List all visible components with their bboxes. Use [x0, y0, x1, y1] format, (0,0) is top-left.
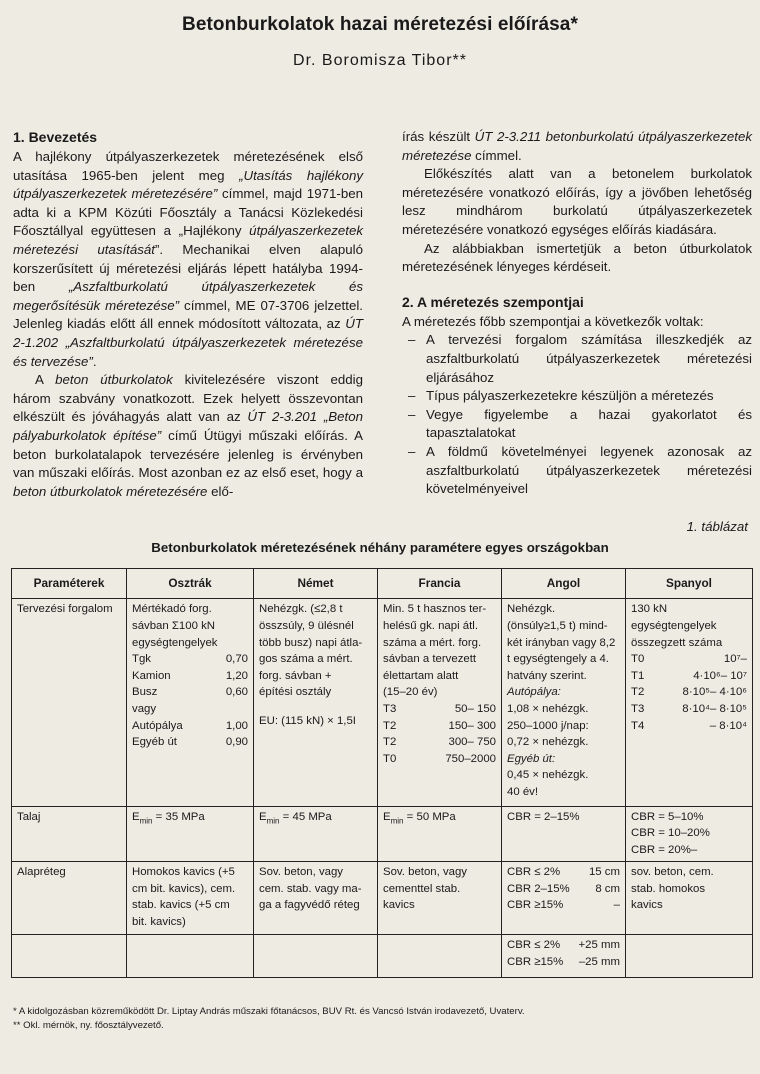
table-row [12, 599, 753, 806]
cell-angol: CBR ≤ 2% 15 cm CBR 2–15% 8 cm CBR ≥15% – [502, 862, 626, 935]
right-column [402, 128, 752, 499]
table-number: 1. táblázat [686, 519, 748, 534]
section2-intro: A méretezés főbb szempontjai a következők voltak: [402, 313, 704, 329]
row-label: Tervezési forgalom [12, 599, 127, 806]
intro-paragraph-2: A beton útburkolatok kivitelezésére viszont eddig három szabvány vonatkozott. Ezek helyett összevontan elkészült és jóváhagyás alatt van az ÚT 2-3.201 „Beton pályaburkolatok építése” című Útügyi műszaki előírás. A beton burkolatalapok tervezésére jelenleg is érvényben van műszaki előírás. Most azonban ez az első eset, hogy a beton útburkolatok méretezésére elő- [13, 372, 364, 499]
article-title: Betonburkolatok hazai méretezési előírása* [182, 14, 578, 35]
footnote-1: * A kidolgozásban közreműködött Dr. Liptay András műszaki főtanácsos, BUV Rt. és Vancsó István irodavezető, Uvaterv. [13, 1006, 525, 1017]
left-column [13, 128, 363, 501]
table-header: Francia [378, 569, 502, 599]
cell-nemet: $E_{min} = 45$ MPa [254, 806, 378, 862]
intro-paragraph-3: írás készült ÚT 2-3.211 betonburkolatú útpályaszerkezetek méretezése címmel. [402, 129, 752, 163]
table-header: Spanyol [626, 569, 753, 599]
cell-osztrak: Homokos kavics (+5 cm bit. kavics), cem. stab. kavics (+5 cm bit. kavics) [127, 862, 254, 935]
intro-paragraph-1: A hajlékony útpályaszerkezetek méretezésének első utasítása 1965-ben jelent meg „Utasítás hajlékony útpályaszerkezetek méretezésére” címmel, majd 1971-ben adta ki a KPM Közúti Főosztály a Tanácsi Közlekedési Főosztállyal együttesen a „Hajlékony útpályaszerkezetek méretezési utasítását”. Mechanikai elven alapuló korszerűsített új méretezési eljárás lépett hatályba 1994-ben „Aszfaltburkolatú útpályaszerkezetek és megerősítésük méretezése” címmel, ME 07-3706 jelzettel. Jelenleg kiadás előtt áll ennek módosított változata, az ÚT 2-1.202 „Aszfaltburkolatú útpályaszerkezetek méretezése és tervezése”. [13, 149, 364, 369]
cell-angol: CBR ≤ 2% +25 mm CBR ≥15% –25 mm [502, 935, 626, 978]
cell-osztrak: Mértékadó forg. sávban Σ100 kN egységtengelyek Tgk 0,70 Kamion 1,20 Busz 0,60 vagy Autópálya 1,00 Egyéb út 0,90 [127, 599, 254, 806]
cell-nemet: Sov. beton, vagy cem. stab. vagy ma- ga a fagyvédő réteg [254, 862, 378, 935]
table-row [12, 806, 753, 862]
table-title: Betonburkolatok méretezésének néhány paramétere egyes országokban [151, 540, 609, 555]
table-header: Angol [502, 569, 626, 599]
table-row [12, 862, 753, 935]
table-row [12, 935, 753, 978]
cell-spanyol: CBR = 5–10% CBR = 10–20% CBR = 20%– [626, 806, 753, 862]
list-item: – Típus pályaszerkezetekre készüljön a méretezés [402, 387, 752, 406]
cell-angol: Nehézgk. (önsúly≥1,5 t) mind- két irányban vagy 8,2 t egységtengely a 4. hatvány szerint. Autópálya: 1,08 × nehézgk. 250–1000 j/nap: 0,72 × nehézgk. Egyéb út: 0,45 × nehézgk. 40 év! [502, 599, 626, 806]
cell-francia: $E_{min} = 50$ MPa [378, 806, 502, 862]
parameters-table [11, 568, 753, 978]
list-item: – A tervezési forgalom számítása illeszkedjék az aszfaltburkolatú útpályaszerkezetek méretezési eljárásához [402, 331, 752, 387]
article-author: Dr. Boromisza Tibor** [293, 52, 467, 69]
table-header: Paraméterek [12, 569, 127, 599]
row-label: Talaj [12, 806, 127, 862]
intro-paragraph-5: Az alábbiakban ismertetjük a beton útburkolatok méretezésének lényeges kérdéseit. [402, 240, 752, 275]
list-item: – A földmű követelményei legyenek azonosak az aszfaltburkolatú útpályaszerkezetek méretezési követelményeivel [402, 443, 752, 499]
section1-heading: 1. Bevezetés [13, 129, 98, 145]
section2-heading: 2. A méretezés szempontjai [402, 293, 584, 310]
cell-spanyol: 130 kN egységtengelyek összegzett száma T0 10⁷– T1 4·10⁶– 10⁷ T2 8·10⁵– 4·10⁶ T3 8·10⁴– 8·10⁵ T4 – 8·10⁴ [626, 599, 753, 806]
cell-spanyol: sov. beton, cem. stab. homokos kavics [626, 862, 753, 935]
table-header: Osztrák [127, 569, 254, 599]
cell-angol: CBR = 2–15% [502, 806, 626, 862]
criteria-list [402, 331, 752, 498]
cell-osztrak: $E_{min} = 35$ MPa [127, 806, 254, 862]
list-item: – Vegye figyelembe a hazai gyakorlatot és tapasztalatokat [402, 406, 752, 443]
cell-francia: Sov. beton, vagy cementtel stab. kavics [378, 862, 502, 935]
footnote-2: ** Okl. mérnök, ny. főosztályvezető. [13, 1020, 164, 1031]
cell-francia: Min. 5 t hasznos ter- helésű gk. napi átl. száma a mért. forg. sávban a tervezett élettartam alatt (15–20 év) T3 50– 150 T2 150– 300 T2 300– 750 T0 750–2000 [378, 599, 502, 806]
cell-nemet: Nehézgk. (≤2,8 t összsúly, 9 ülésnél több busz) napi átla- gos száma a mért. forg. sávban + építési osztály EU: (115 kN) × 1,5I [254, 599, 378, 806]
table-header: Német [254, 569, 378, 599]
intro-paragraph-4: Előkészítés alatt van a betonelem burkolatok méretezésére vonatkozó előírás, így a jövőben lehetőség lesz mindhárom burkolatú útpályaszerkezetek méretezésére vonatkozó egységes előírás kiadására. [402, 166, 752, 237]
row-label: Alapréteg [12, 862, 127, 935]
